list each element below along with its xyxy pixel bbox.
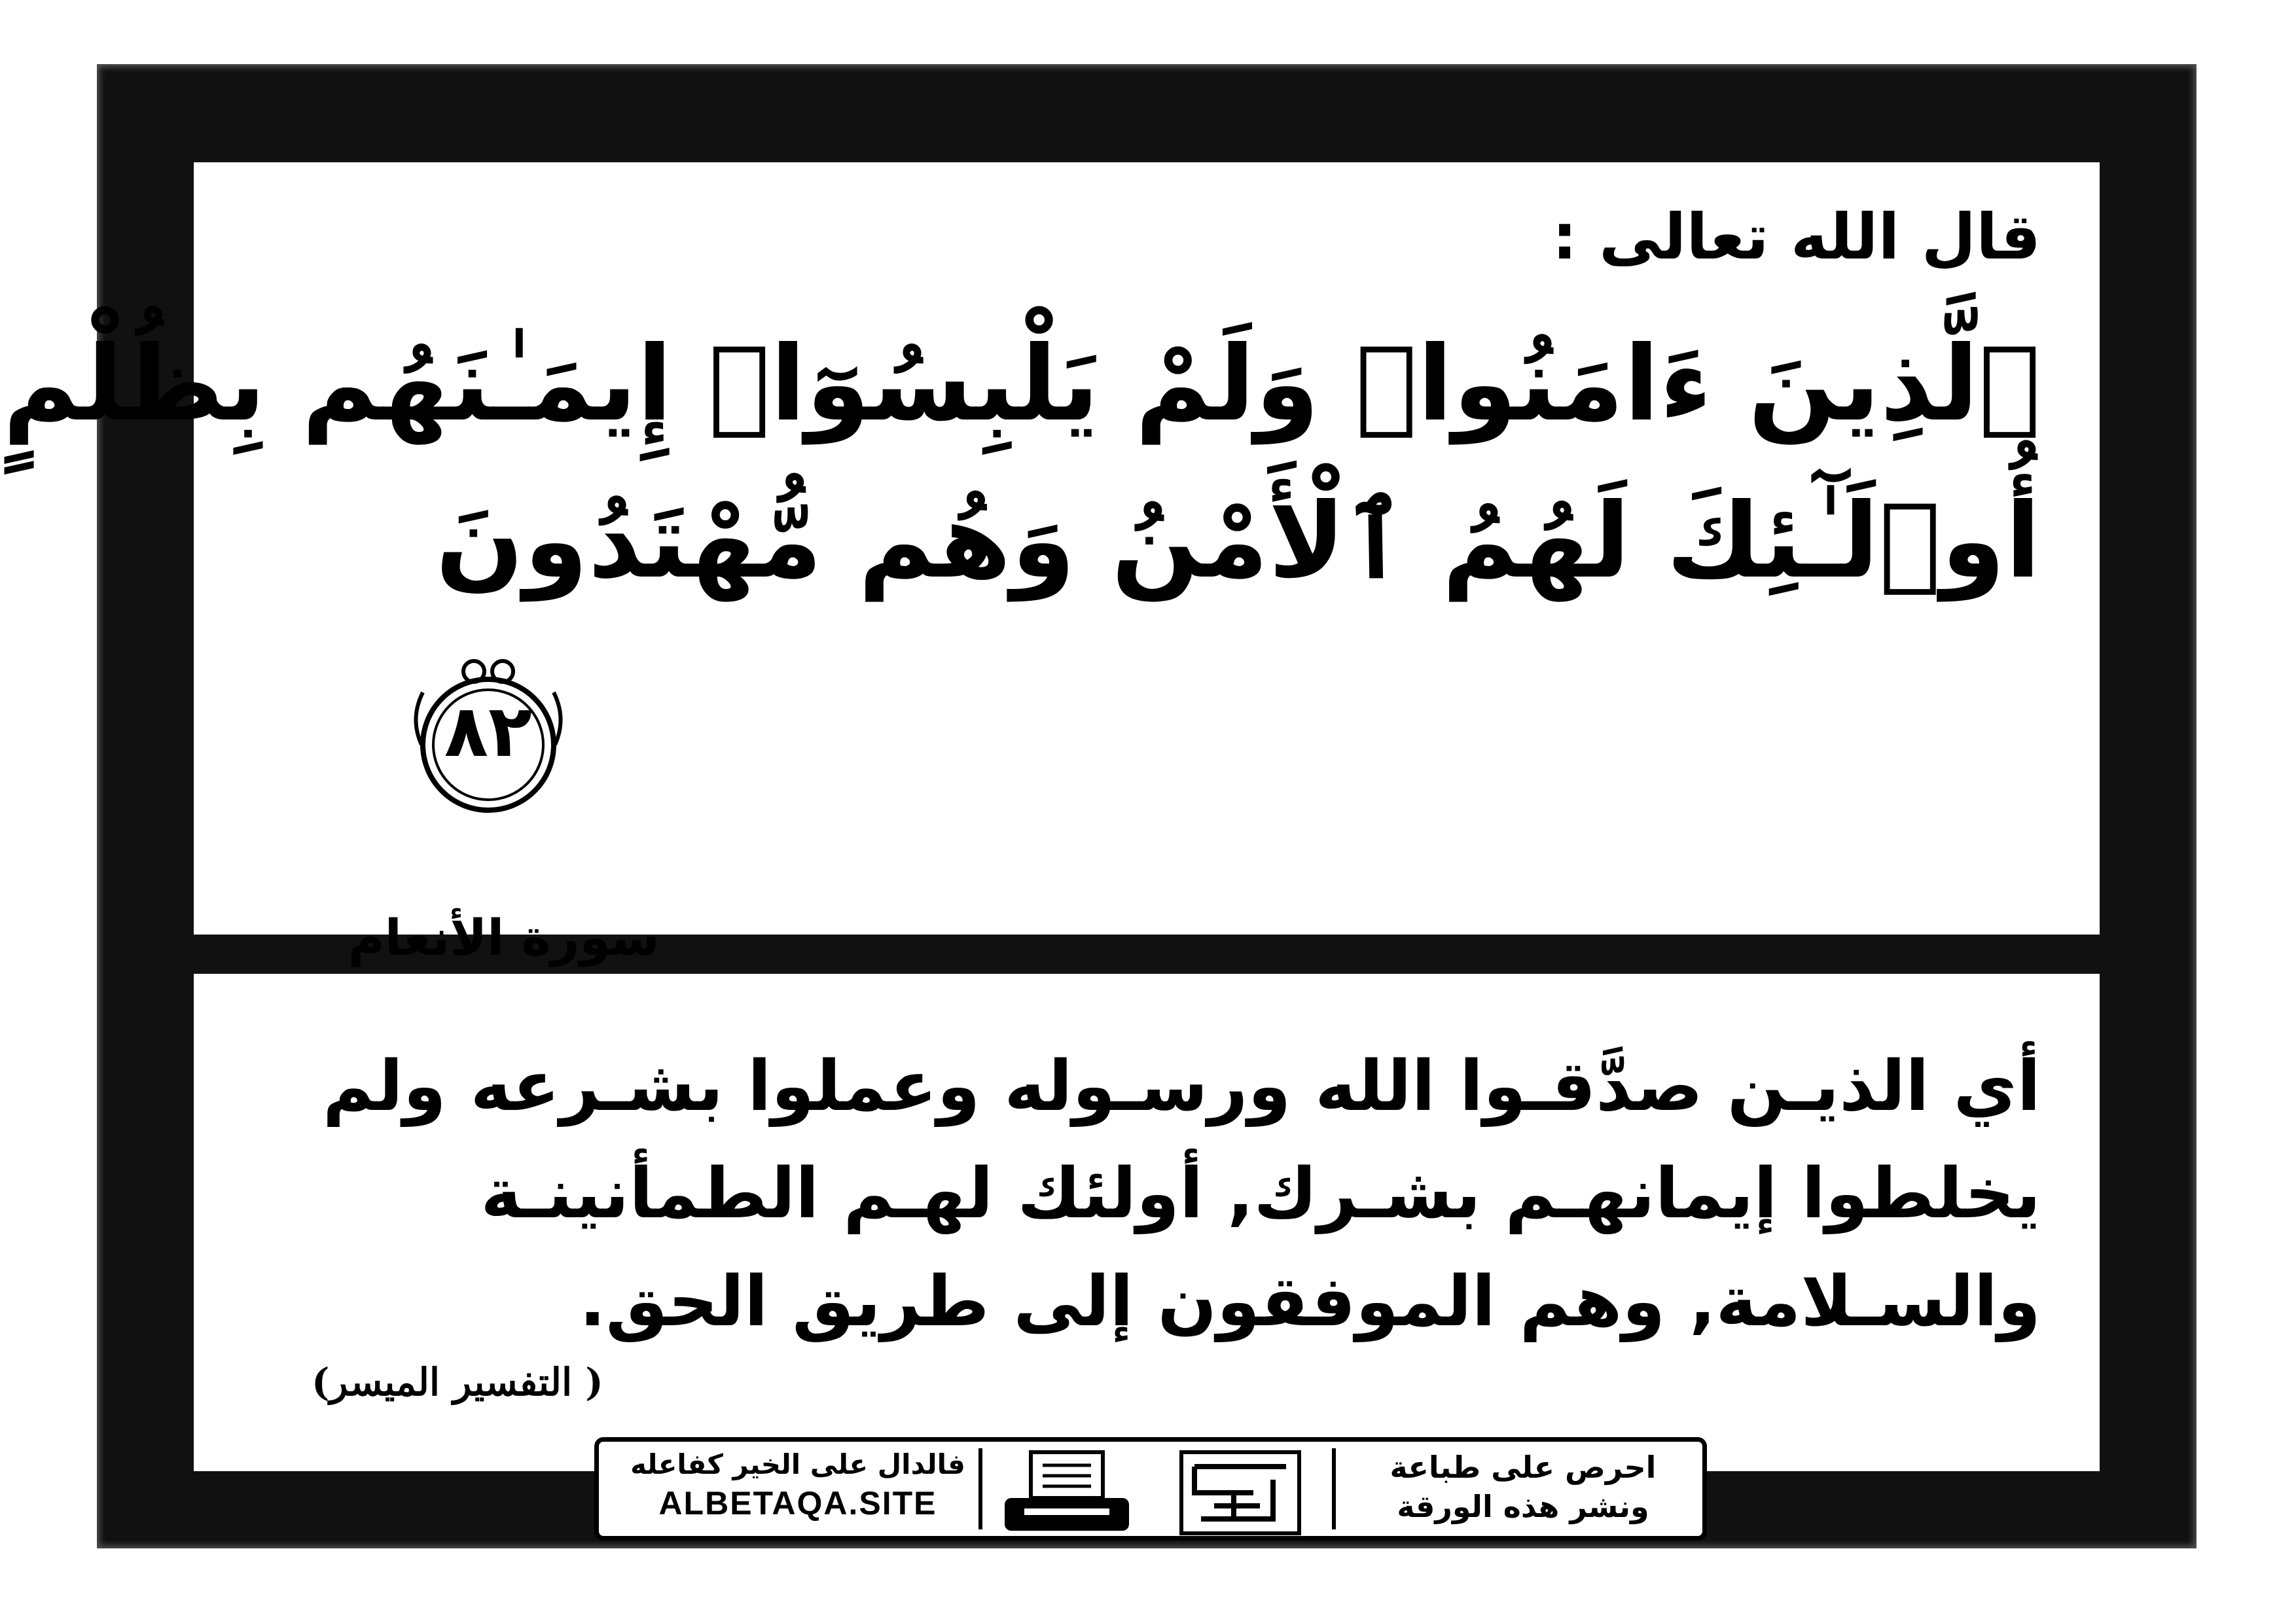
footer-line-2: ونشر هذه الورقة [1397,1488,1649,1524]
footer-banner [594,1437,1707,1541]
footer-tagline: فالدال على الخير كفاعله [630,1448,965,1480]
tafsir-panel [194,974,2100,1471]
footer-site-block [621,1448,975,1522]
verse-panel [3,162,2100,967]
surah-name: سورة الأنعام [348,908,660,967]
footer-line-1: احرص على طباعة [1390,1450,1657,1485]
site-link[interactable]: ALBETAQA.SITE [658,1485,937,1522]
printer-icon [998,1450,1142,1535]
tafsir-text: أي الذيـن صدَّقـوا الله ورسـوله وعملوا بشـرعه ولم يخلطوا إيمانهـم بشـرك, أولئك لهـم الطمأنينـة والسـلامة, وهم الموفقون إلى طريق الحق. [322,1046,2041,1342]
ayah-number: ٨٢ [444,689,533,773]
verse-line-2: أُو۟لَـٰٓئِكَ لَهُمُ ٱلْأَمْنُ وَهُم مُّهْتَدُونَ [435,481,2041,601]
calligraphy-logo-icon [1175,1447,1306,1539]
footer-divider [1332,1448,1336,1529]
tafsir-source: ( التفسير الميسر) [312,1360,603,1404]
verse-intro: قال الله تعالى : [1552,200,2041,274]
footer-print-reminder [1366,1448,1680,1527]
verse-line-1: ٱلَّذِينَ ءَامَنُوا۟ وَلَمْ يَلْبِسُوٓا۟ إِيمَـٰنَهُم بِظُلْمٍ [3,324,2041,444]
black-frame [3,64,2197,1548]
footer-divider [978,1448,982,1529]
